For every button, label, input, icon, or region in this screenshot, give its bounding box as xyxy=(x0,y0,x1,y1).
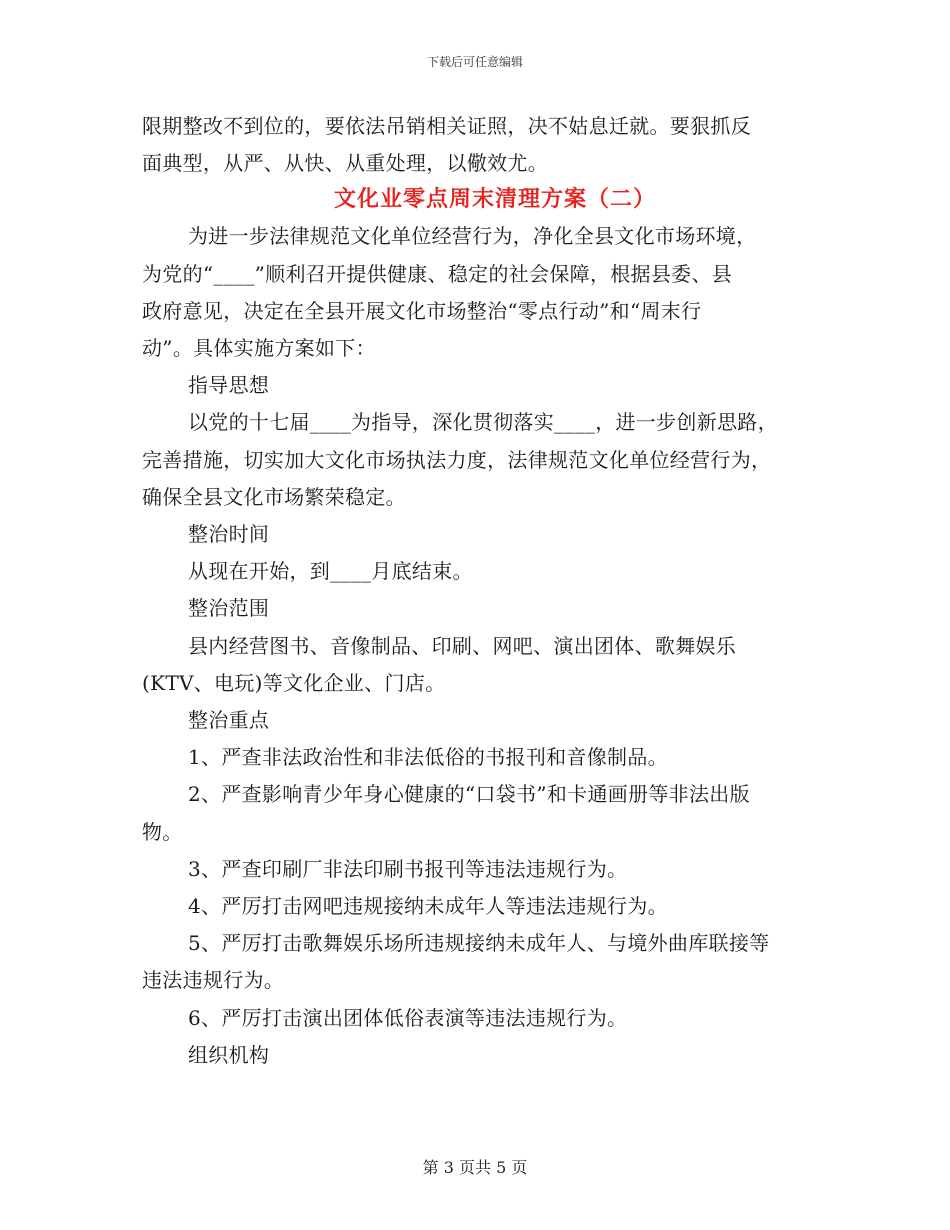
subheading-organization: 组织机构 xyxy=(188,1042,270,1067)
subheading-scope: 整治范围 xyxy=(188,596,270,621)
document-body xyxy=(142,108,812,1074)
paragraph-line: 确保全县文化市场繁荣稳定。 xyxy=(142,484,406,509)
paragraph-line: 县内经营图书、音像制品、印刷、网吧、演出团体、歌舞娱乐 xyxy=(188,633,737,658)
list-item: 3、严查印刷厂非法印刷书报刊等违法违规行为。 xyxy=(188,856,628,881)
section-title: 文化业零点周末清理方案（二） xyxy=(333,187,656,213)
subheading-guiding-thought: 指导思想 xyxy=(188,373,270,398)
subheading-focus: 整治重点 xyxy=(188,708,270,733)
intro-line: 面典型，从严、从快、从重处理，以儆效尤。 xyxy=(142,151,548,176)
subheading-time: 整治时间 xyxy=(188,522,270,547)
paragraph-line: 动”。具体实施方案如下： xyxy=(142,336,376,361)
intro-line: 限期整改不到位的，要依法吊销相关证照，决不姑息迁就。要狠抓反 xyxy=(142,114,751,138)
list-item: 4、严厉打击网吧违规接纳未成年人等违法违规行为。 xyxy=(188,894,668,919)
paragraph-line: 政府意见，决定在全县开展文化市场整治“零点行动”和“周末行 xyxy=(142,298,702,323)
list-item-continuation: 违法违规行为。 xyxy=(142,968,285,993)
list-item-continuation: 物。 xyxy=(142,819,183,844)
header-note: 下载后可任意编辑 xyxy=(426,55,523,69)
paragraph-line: 从现在开始，到____月底结束。 xyxy=(188,559,473,584)
paragraph-line: 为党的“____”顺利召开提供健康、稳定的社会保障，根据县委、县 xyxy=(142,261,733,286)
list-item: 6、严厉打击演出团体低俗表演等违法违规行为。 xyxy=(188,1005,628,1030)
paragraph-line: 完善措施，切实加大文化市场执法力度，法律规范文化单位经营行为， xyxy=(142,447,772,472)
paragraph-line: (KTV、电玩)等文化企业、门店。 xyxy=(142,670,446,695)
list-item: 5、严厉打击歌舞娱乐场所违规接纳未成年人、与境外曲库联接等 xyxy=(188,931,770,956)
list-item: 2、严查影响青少年身心健康的“口袋书”和卡通画册等非法出版 xyxy=(188,782,750,807)
page-footer: 第 3 页共 5 页 xyxy=(422,1158,528,1177)
list-item: 1、严查非法政治性和非法低俗的书报刊和音像制品。 xyxy=(188,745,668,770)
paragraph-line: 以党的十七届____为指导，深化贯彻落实____，进一步创新思路， xyxy=(188,410,778,435)
paragraph-line: 为进一步法律规范文化单位经营行为，净化全县文化市场环境， xyxy=(188,224,757,249)
